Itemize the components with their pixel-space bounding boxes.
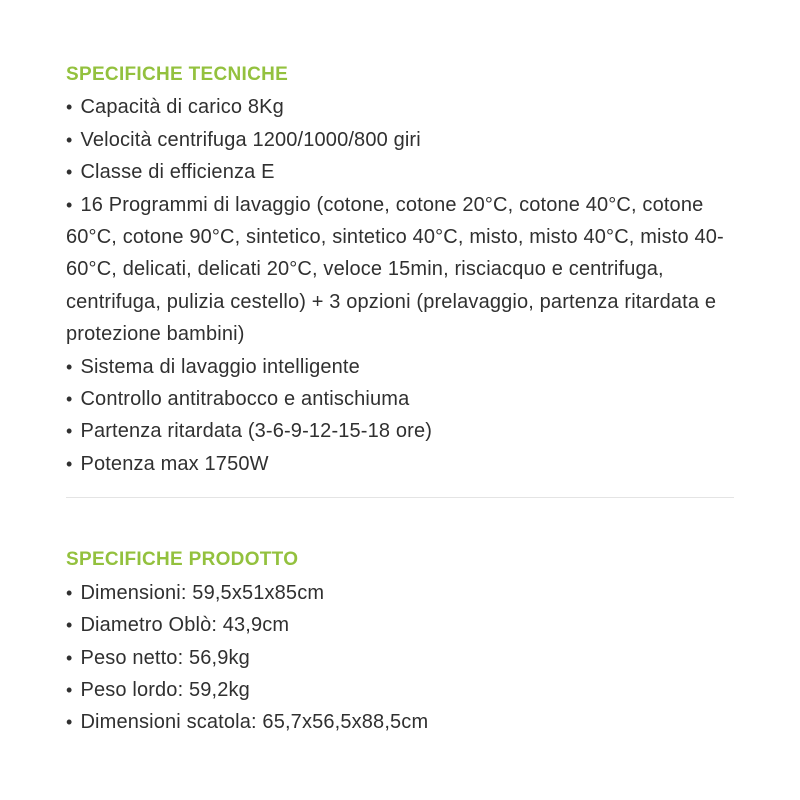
spec-item xyxy=(66,189,734,351)
bullet-icon: • xyxy=(66,389,73,410)
spec-item xyxy=(66,577,734,609)
section-divider xyxy=(66,497,734,498)
spec-item-text: Partenza ritardata (3-6-9-12-15-18 ore) xyxy=(80,420,433,443)
spec-item xyxy=(66,448,734,480)
spec-item-text: Dimensioni: 59,5x51x85cm xyxy=(80,581,325,604)
spec-item-text: Potenza max 1750W xyxy=(80,452,269,475)
spec-item xyxy=(66,674,734,706)
spec-section xyxy=(66,59,734,480)
spec-item xyxy=(66,351,734,383)
spec-item xyxy=(66,156,734,188)
spec-item xyxy=(66,609,734,641)
spec-item xyxy=(66,91,734,123)
product-specifications-panel xyxy=(66,0,734,739)
bullet-icon: • xyxy=(66,453,73,474)
bullet-icon: • xyxy=(66,97,73,118)
section-title: SPECIFICHE TECNICHE xyxy=(66,64,289,85)
spec-item-text: Dimensioni scatola: 65,7x56,5x88,5cm xyxy=(80,711,429,734)
spec-item xyxy=(66,383,734,415)
spec-item-text: Peso netto: 56,9kg xyxy=(80,646,250,669)
bullet-icon: • xyxy=(66,162,73,183)
spec-item-text: Controllo antitrabocco e antischiuma xyxy=(80,388,410,411)
spec-item-text: Velocità centrifuga 1200/1000/800 giri xyxy=(80,128,421,151)
bullet-icon: • xyxy=(66,129,73,150)
bullet-icon: • xyxy=(66,194,73,215)
spec-item xyxy=(66,706,734,738)
spec-item-text: Peso lordo: 59,2kg xyxy=(80,678,250,701)
spec-item-text: 16 Programmi di lavaggio (cotone, cotone 20°C, cotone 40°C, cotone 60°C, cotone 90°C, sintetico, sintetico 40°C, misto, misto 40°C, misto 40-60°C, delicati, delicati 20°C, veloce 15min, risciacquo e centrifuga, centrifuga, pulizia cestello) + 3 opzioni (prelavaggio, partenza ritardata e protezione bambini) xyxy=(66,193,724,346)
bullet-icon: • xyxy=(66,582,73,603)
bullet-icon: • xyxy=(66,679,73,700)
bullet-icon: • xyxy=(66,356,73,377)
spec-item xyxy=(66,642,734,674)
spec-item-text: Capacità di carico 8Kg xyxy=(80,96,284,119)
spec-item-text: Diametro Oblò: 43,9cm xyxy=(80,614,290,637)
spec-item xyxy=(66,415,734,447)
spec-item-text: Sistema di lavaggio intelligente xyxy=(80,355,360,378)
bullet-icon: • xyxy=(66,421,73,442)
bullet-icon: • xyxy=(66,712,73,733)
spec-item-text: Classe di efficienza E xyxy=(80,161,275,184)
section-title: SPECIFICHE PRODOTTO xyxy=(66,549,299,571)
bullet-icon: • xyxy=(66,615,73,636)
spec-item xyxy=(66,124,734,156)
bullet-icon: • xyxy=(66,647,73,668)
spec-section xyxy=(66,544,734,738)
